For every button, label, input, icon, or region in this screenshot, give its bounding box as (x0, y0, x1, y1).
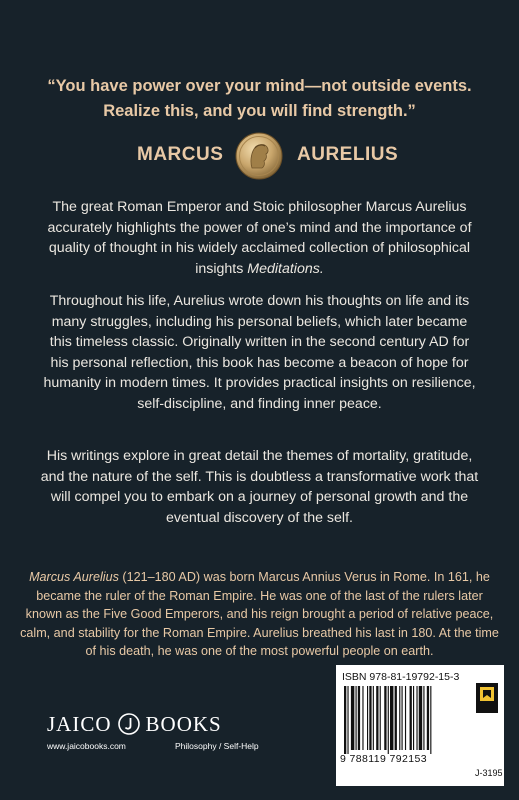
isbn-label: ISBN 978-81-19792-15-3 (342, 671, 460, 683)
barcode-bar (373, 686, 374, 750)
barcode-bar (369, 686, 371, 750)
description-paragraph-2: Throughout his life, Aurelius wrote down his thoughts on life and its many struggles, including his personal beliefs, which later became this timeless classic. Originally written in the second century AD for his personal reflection, this book has become a beacon of hope for humanity in modern times. It provides practical insights on resilience, self-discipline, and finding inner peace. (43, 293, 476, 412)
barcode-bar (405, 686, 406, 750)
barcode-bar (380, 686, 381, 750)
publisher-website: www.jaicobooks.com (47, 741, 126, 751)
barcode-bar (395, 686, 397, 750)
barcode-bar (376, 686, 378, 750)
barcode-bar (367, 686, 368, 750)
barcode-bar (358, 686, 360, 750)
barcode-bar (347, 686, 348, 754)
barcode-bar (390, 686, 393, 750)
barcode-bar (399, 686, 400, 750)
barcode-bar (344, 686, 346, 754)
barcode-panel (336, 665, 504, 786)
barcode-bar (356, 686, 357, 750)
barcode-bar (384, 686, 386, 750)
author-name-row (0, 132, 519, 180)
description-paragraph-1-text: The great Roman Emperor and Stoic philosopher Marcus Aurelius accurately highlights the power of one’s mind and the importance of quality of thought in his widely acclaimed collection of philosophical insights (47, 199, 472, 277)
barcode-bar (427, 686, 429, 750)
barcode-bar (419, 686, 422, 750)
barcode-bar (362, 686, 363, 750)
author-bio-name: Marcus Aurelius (29, 570, 119, 584)
jaico-logo-mark-icon (118, 713, 140, 735)
description-paragraph-3: His writings explore in great detail the themes of mortality, gratitude, and the nature of the self. This is doubtless a transformative work that will compel you to embark on a journey of personal growth and the eventual discovery of the self. (40, 448, 479, 526)
barcode-bar (402, 686, 403, 750)
barcode-bar (410, 686, 412, 750)
jaico-book-code: J-3195 (475, 768, 503, 778)
barcode-bar (430, 686, 431, 754)
publisher-logo (47, 712, 222, 736)
description-paragraph-1 (40, 197, 479, 279)
barcode-bar (351, 686, 354, 750)
barcode-bars (342, 686, 470, 754)
author-last-name: AURELIUS (297, 144, 399, 165)
barcode-bar (416, 686, 417, 750)
book-category: Philosophy / Self-Help (175, 741, 259, 751)
marcus-aurelius-coin-icon (235, 132, 283, 180)
publisher-name-left: JAICO (47, 711, 112, 736)
barcode-bar (423, 686, 424, 750)
book-title-meditations: Meditations. (247, 260, 324, 277)
author-biography (18, 568, 501, 661)
author-bio-text: (121–180 AD) was born Marcus Annius Verus in Rome. In 161, he became the ruler of the Roman Empire. He was one of the last of the rulers later known as the Five Good Emperors, and his reign brought a period of relative peace, calm, and stability for the Roman Empire. Aurelius breathed his last in 180. At the time of his death, he was one of the most powerful people on earth. (20, 570, 499, 658)
back-cover-quote: “You have power over your mind—not outside events. Realize this, and you will find strength.” (47, 77, 472, 120)
publisher-name-right: BOOKS (145, 711, 222, 736)
barcode-digits: 9 788119 792153 (340, 753, 427, 765)
price-ribbon-icon (476, 683, 498, 713)
barcode-bar (388, 686, 389, 754)
barcode-bar (413, 686, 414, 750)
author-first-name: MARCUS (137, 144, 224, 165)
